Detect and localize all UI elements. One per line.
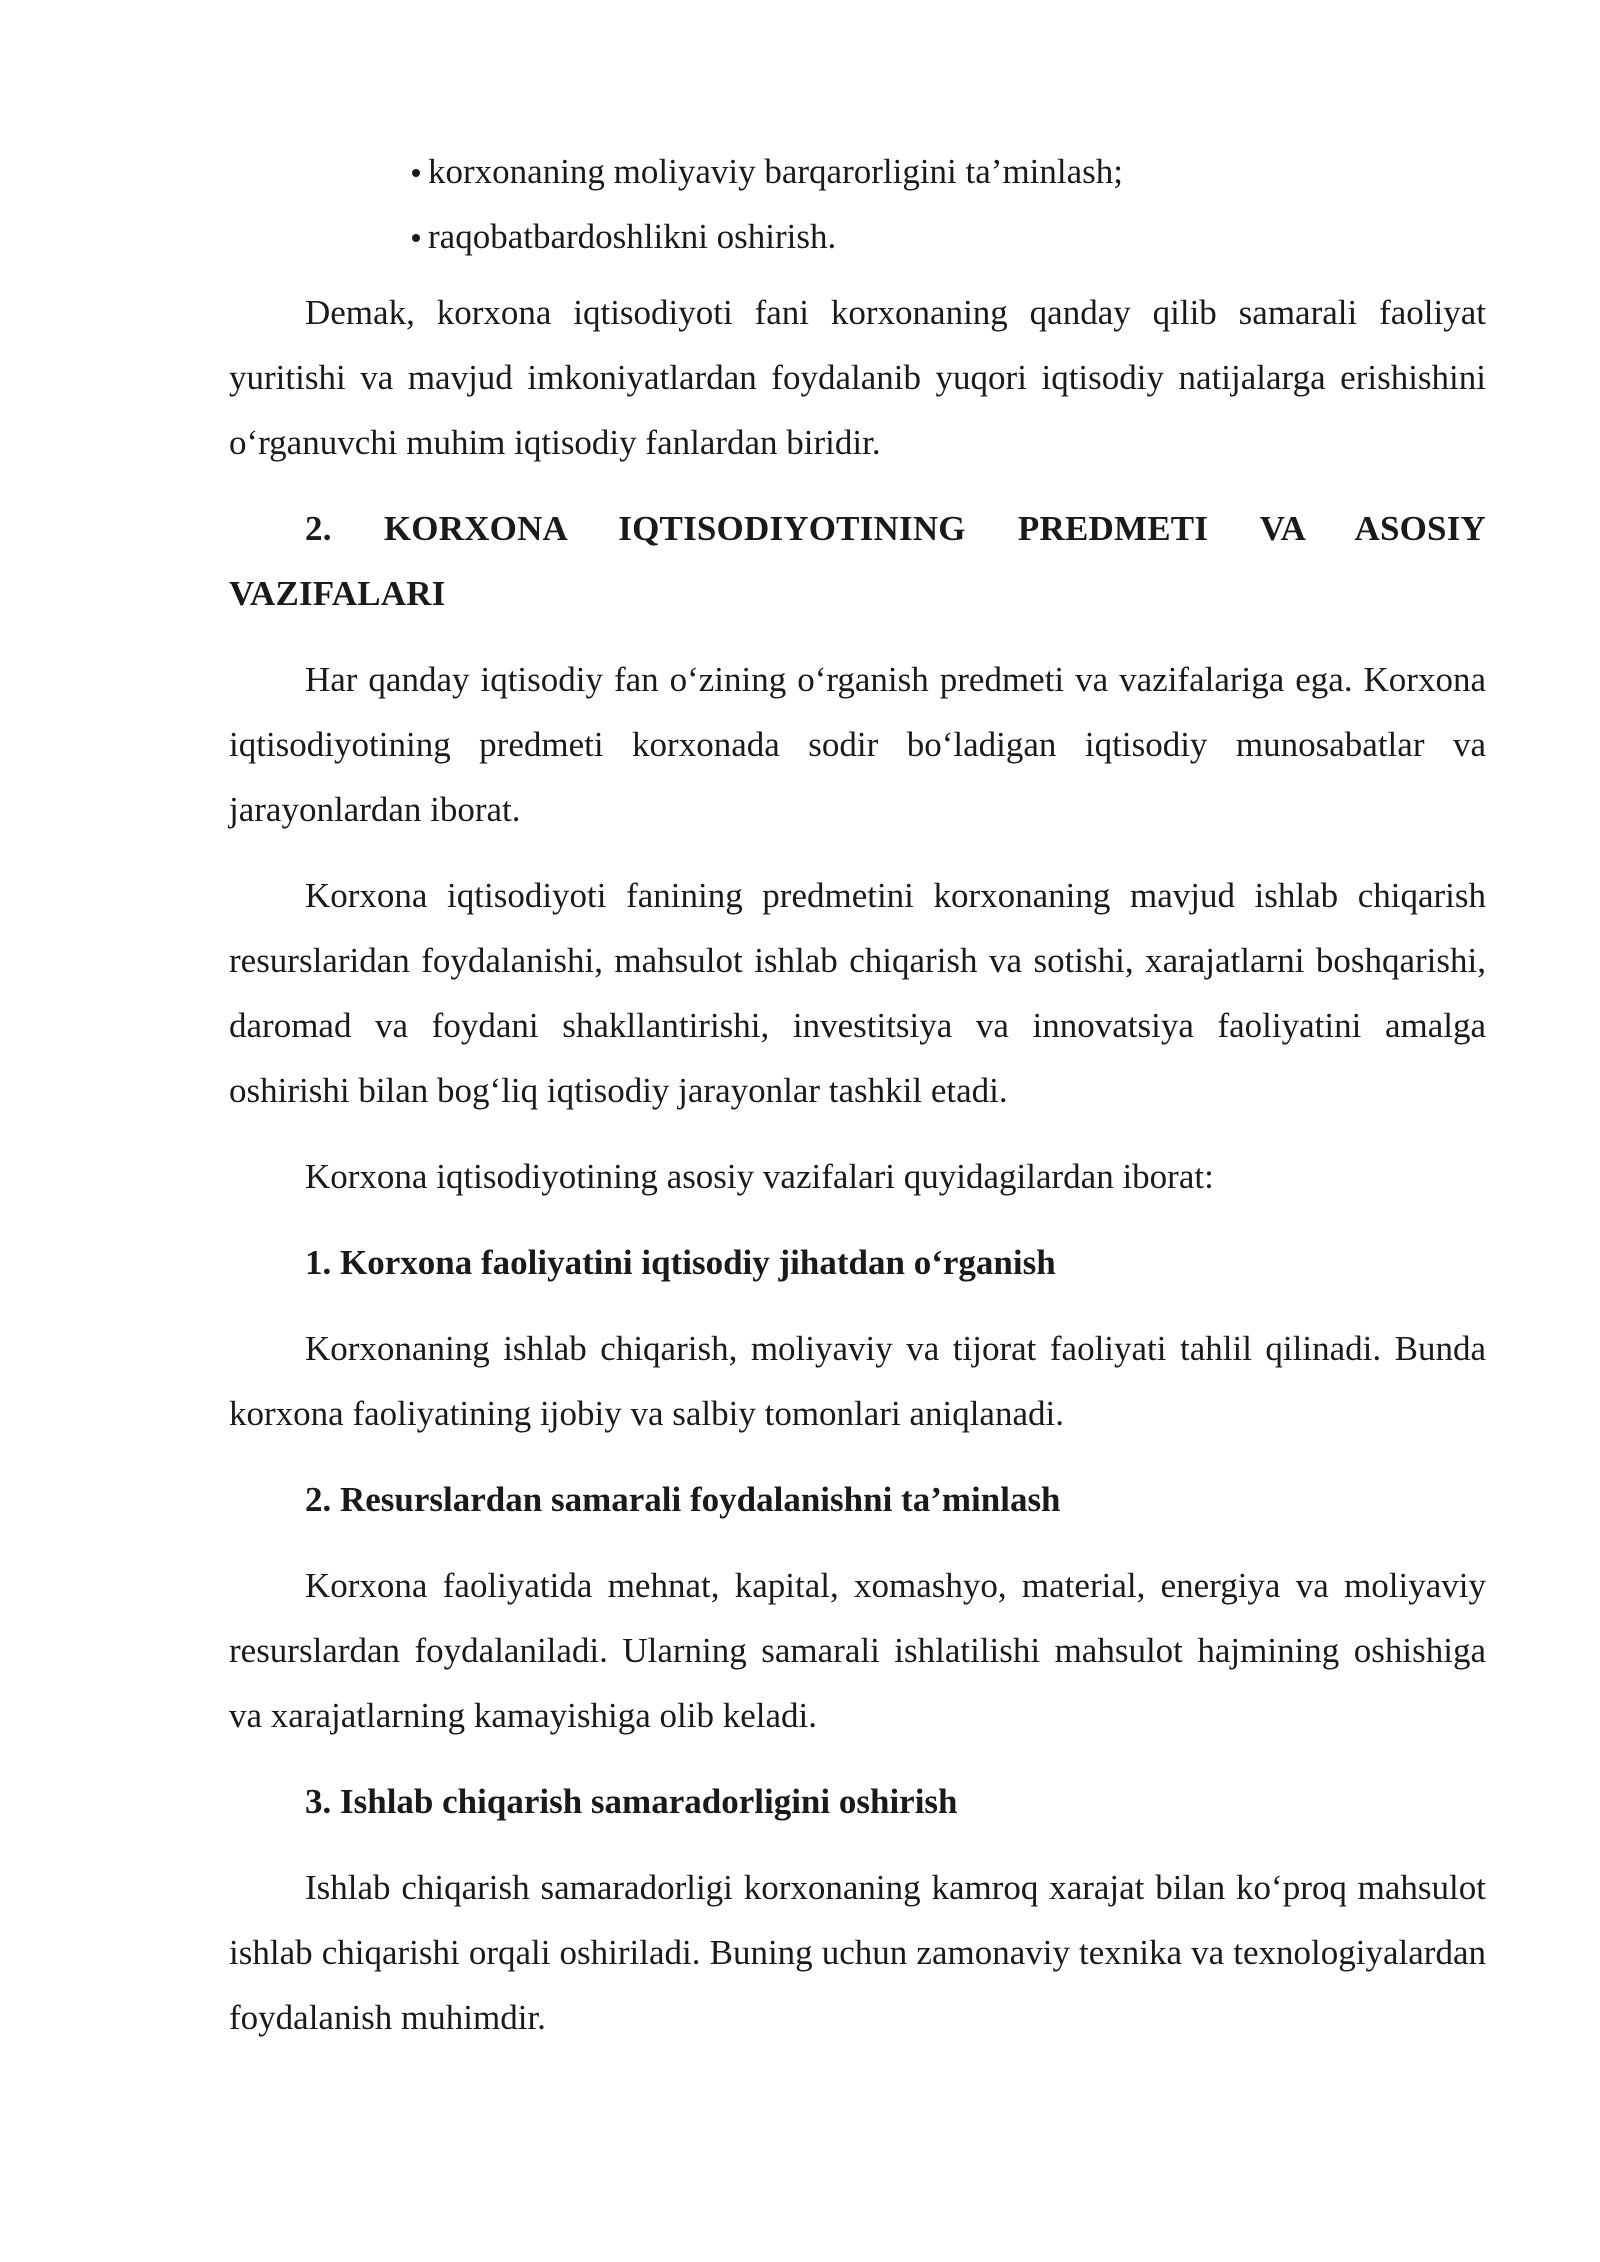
- bullet-item: [229, 215, 1486, 259]
- document-page: [229, 150, 1486, 2071]
- subheading-task-2: 2. Resurslardan samarali foydalanishni ta’minlash: [305, 1480, 1061, 1519]
- bullet-list: [229, 150, 1486, 259]
- paragraph-tasks-intro: Korxona iqtisodiyotining asosiy vazifalari quyidagilardan iborat:: [305, 1157, 1214, 1196]
- bullet-icon: [412, 234, 420, 242]
- subheading-task-1: 1. Korxona faoliyatini iqtisodiy jihatdan o‘rganish: [305, 1243, 1056, 1282]
- bullet-text: raqobatbardoshlikni oshirish.: [428, 217, 837, 256]
- bullet-icon: [412, 169, 420, 177]
- bullet-text: korxonaning moliyaviy barqarorligini ta’minlash;: [428, 152, 1123, 191]
- paragraph-subject-detail: Korxona iqtisodiyoti fanining predmetini korxonaning mavjud ishlab chiqarish resurslaridan foydalanishi, mahsulot ishlab chiqarish va sotishi, xarajatlarni boshqarishi, daromad va foydani shakllantirishi, investitsiya va innovatsiya faoliyatini amalga oshirishi bilan bog‘liq iqtisodiy jarayonlar tashkil etadi.: [229, 876, 1486, 1110]
- section-heading: 2. KORXONA IQTISODIYOTINING PREDMETI VA ASOSIY VAZIFALARI: [229, 509, 1486, 613]
- paragraph-task-3: Ishlab chiqarish samaradorligi korxonaning kamroq xarajat bilan ko‘proq mahsulot ishlab chiqarishi orqali oshiriladi. Buning uchun zamonaviy texnika va texnologiyalardan foydalanish muhimdir.: [229, 1868, 1486, 2037]
- paragraph-conclusion: Demak, korxona iqtisodiyoti fani korxonaning qanday qilib samarali faoliyat yuritishi va mavjud imkoniyatlardan foydalanib yuqori iqtisodiy natijalarga erishishini o‘rganuvchi muhim iqtisodiy fanlardan biridir.: [229, 293, 1486, 462]
- subheading-task-3: 3. Ishlab chiqarish samaradorligini oshirish: [305, 1782, 958, 1821]
- bullet-item: [229, 150, 1486, 194]
- paragraph-task-2: Korxona faoliyatida mehnat, kapital, xomashyo, material, energiya va moliyaviy resurslardan foydalaniladi. Ularning samarali ishlatilishi mahsulot hajmining oshishiga va xarajatlarning kamayishiga olib keladi.: [229, 1566, 1486, 1735]
- paragraph-task-1: Korxonaning ishlab chiqarish, moliyaviy va tijorat faoliyati tahlil qilinadi. Bunda korxona faoliyatining ijobiy va salbiy tomonlari aniqlanadi.: [229, 1329, 1486, 1433]
- paragraph-subject-intro: Har qanday iqtisodiy fan o‘zining o‘rganish predmeti va vazifalariga ega. Korxona iqtisodiyotining predmeti korxonada sodir bo‘ladigan iqtisodiy munosabatlar va jarayonlardan iborat.: [229, 660, 1486, 829]
